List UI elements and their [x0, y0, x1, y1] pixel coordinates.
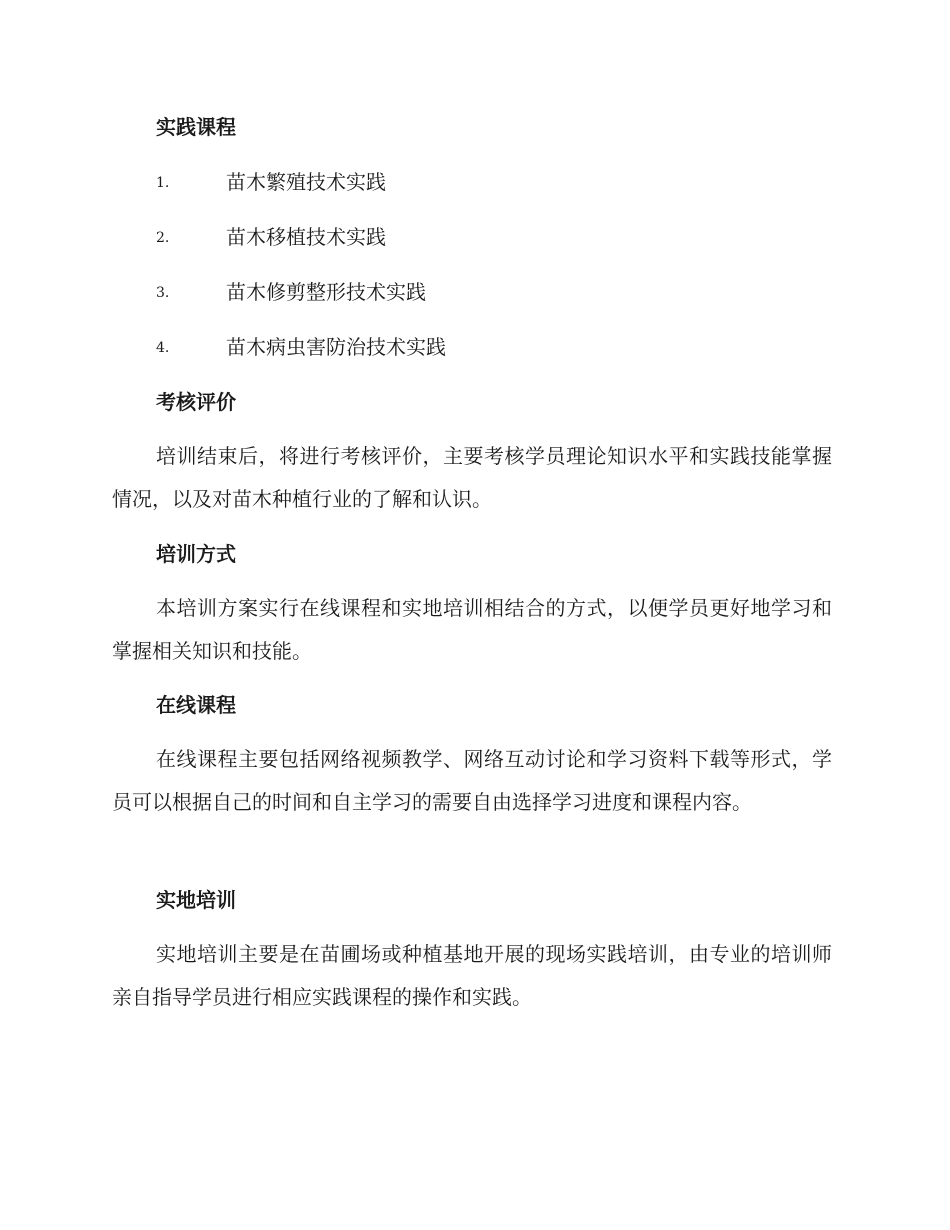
list-number: 2. [156, 230, 170, 246]
section-heading-practice: 实践课程 [156, 115, 236, 139]
paragraph-assessment: 培训结束后，将进行考核评价，主要考核学员理论知识水平和实践技能掌握情况，以及对苗木种植行业的了解和认识。 [112, 444, 832, 511]
paragraph-method: 本培训方案实行在线课程和实地培训相结合的方式，以便学员更好地学习和掌握相关知识和技能。 [112, 596, 832, 663]
list-number: 4. [156, 340, 170, 356]
list-number: 1. [156, 175, 170, 191]
section-heading-field: 实地培训 [156, 888, 236, 912]
list-text: 苗木修剪整形技术实践 [226, 280, 426, 304]
list-number: 3. [156, 285, 170, 301]
section-heading-assessment: 考核评价 [156, 390, 236, 414]
list-text: 苗木移植技术实践 [226, 225, 386, 249]
paragraph-online: 在线课程主要包括网络视频教学、网络互动讨论和学习资料下载等形式，学员可以根据自己的时间和自主学习的需要自由选择学习进度和课程内容。 [112, 747, 832, 814]
list-text: 苗木病虫害防治技术实践 [226, 335, 446, 359]
list-text: 苗木繁殖技术实践 [226, 170, 386, 194]
section-heading-method: 培训方式 [156, 542, 236, 566]
section-heading-online: 在线课程 [156, 693, 236, 717]
paragraph-field: 实地培训主要是在苗圃场或种植基地开展的现场实践培训，由专业的培训师亲自指导学员进行相应实践课程的操作和实践。 [112, 942, 832, 1009]
